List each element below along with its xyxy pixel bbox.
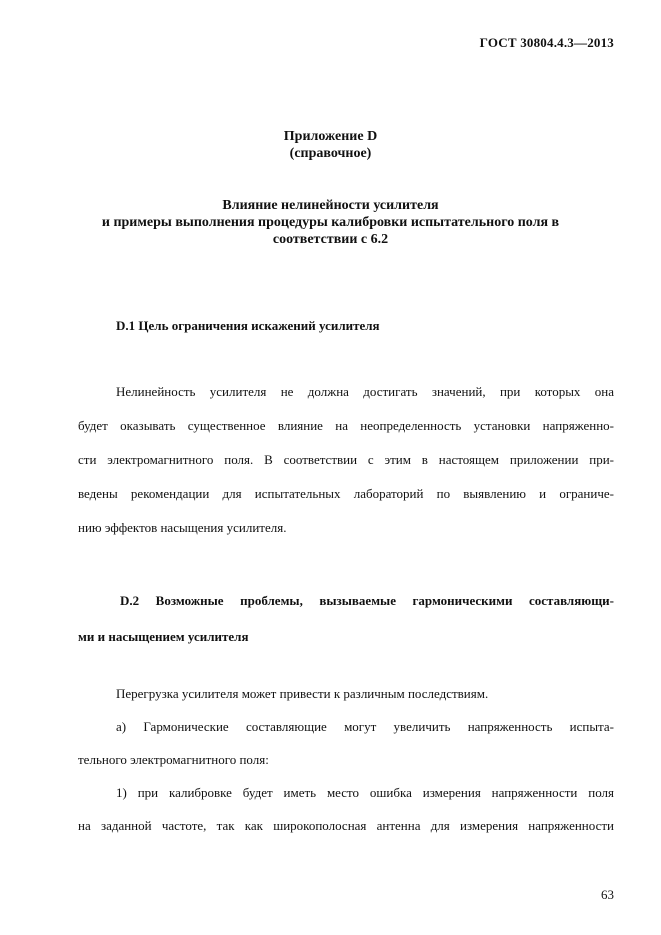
paragraph-line: а) Гармонические составляющие могут увеличить напряженность испыта- [116, 719, 614, 734]
section-d1-heading: D.1 Цель ограничения искажений усилителя [116, 318, 380, 333]
section-d1-paragraph [78, 375, 614, 545]
annex-label: Приложение D [283, 129, 378, 144]
document-id: ГОСТ 30804.4.3—2013 [479, 35, 614, 50]
annex-heading [60, 128, 601, 162]
section-d2-heading-line: D.2 Возможные проблемы, вызываемые гармоническими составляющи- [120, 593, 614, 608]
annex-title-line: Влияние нелинейности усилителя [222, 198, 439, 213]
page-number: 63 [601, 887, 614, 902]
paragraph-line: будет оказывать существенное влияние на неопределенность установки напряженно- [78, 418, 614, 433]
paragraph-line: на заданной частоте, так как широкополосная антенна для измерения напряженности [78, 818, 614, 833]
section-d2-paragraph [78, 677, 614, 842]
paragraph-line: нию эффектов насыщения усилителя. [78, 520, 287, 535]
annex-title [50, 197, 611, 248]
paragraph-line: 1) при калибровке будет иметь место ошибка измерения напряженности поля [116, 785, 614, 800]
section-d2-heading-line: ми и насыщением усилителя [78, 629, 249, 644]
paragraph-line: сти электромагнитного поля. В соответствии с этим в настоящем приложении при- [78, 452, 614, 467]
section-d2-heading [78, 583, 614, 655]
paragraph-line: ведены рекомендации для испытательных лабораторий по выявлению и ограниче- [78, 486, 614, 501]
annex-type: (справочное) [289, 146, 372, 161]
annex-title-line: соответствии с 6.2 [272, 232, 389, 247]
paragraph-line: Перегрузка усилителя может привести к различным последствиям. [116, 686, 489, 701]
paragraph-line: Нелинейность усилителя не должна достигать значений, при которых она [116, 384, 614, 399]
annex-title-line: и примеры выполнения процедуры калибровки испытательного поля в [101, 215, 560, 230]
paragraph-line: тельного электромагнитного поля: [78, 752, 269, 767]
